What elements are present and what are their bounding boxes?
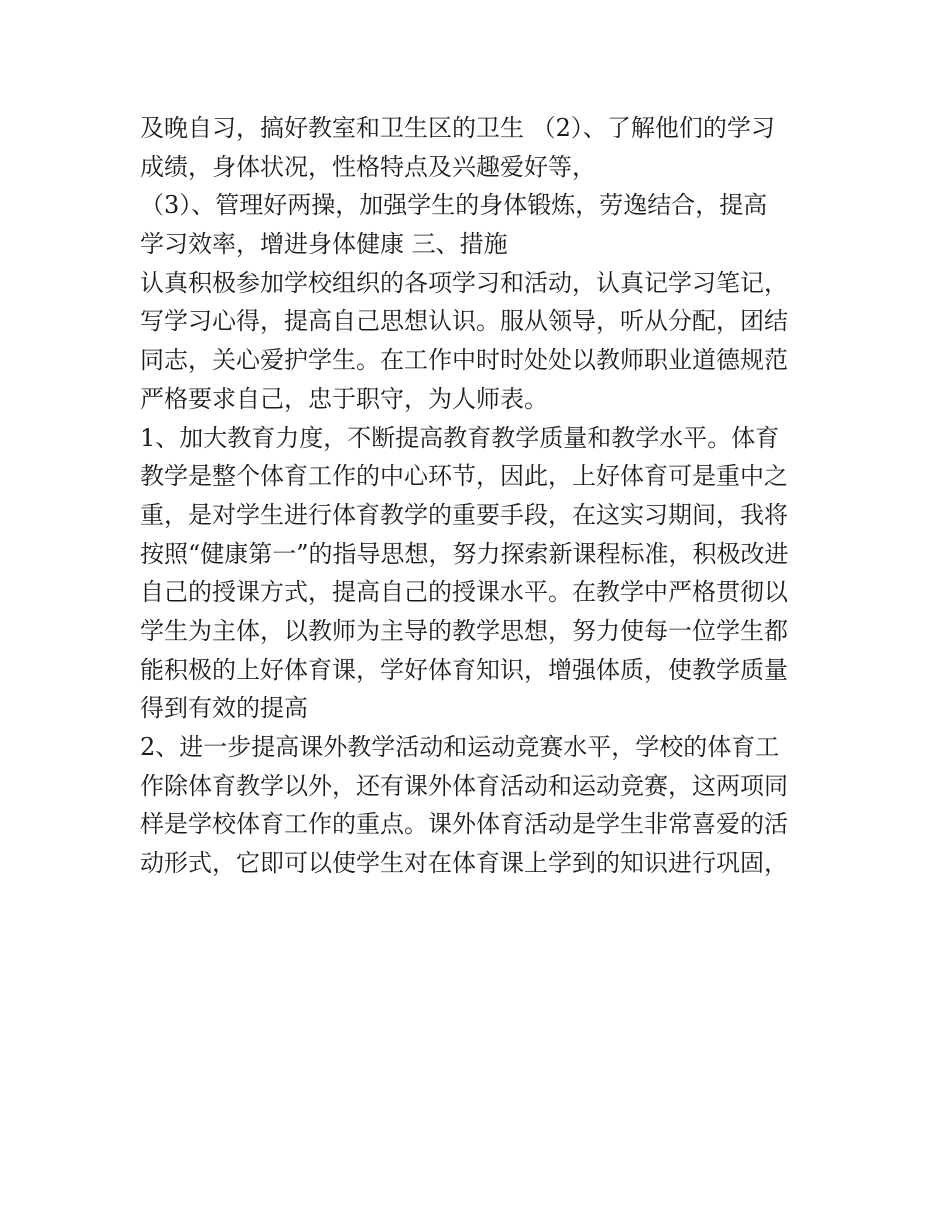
text-line: （3）、管理好两操，加强学生的身体锻炼，劳逸结合，提高 [140, 191, 768, 220]
text-line: 得到有效的提高 [140, 694, 308, 723]
text-line: 同志，关心爱护学生。在工作中时时处处以教师职业道德规范 [140, 346, 788, 375]
text-line: 动形式，它即可以使学生对在体育课上学到的知识进行巩固， [140, 849, 788, 878]
text-line: 样是学校体育工作的重点。课外体育活动是学生非常喜爱的活 [140, 810, 788, 839]
text-line: 成绩，身体状况，性格特点及兴趣爱好等， [140, 152, 596, 181]
text-line: 自己的授课方式，提高自己的授课水平。在教学中严格贯彻以 [140, 578, 788, 607]
text-line: 作除体育教学以外，还有课外体育活动和运动竞赛，这两项同 [140, 771, 788, 800]
text-line: 学生为主体，以教师为主导的教学思想，努力使每一位学生都 [140, 616, 788, 645]
text-line: 1、加大教育力度，不断提高教育教学质量和教学水平。体育 [140, 423, 780, 452]
text-line: 2、进一步提高课外教学活动和运动竞赛水平，学校的体育工 [140, 733, 780, 761]
text-line: 重，是对学生进行体育教学的重要手段，在这实习期间，我将 [140, 500, 788, 529]
text-line: 及晚自习，搞好教室和卫生区的卫生 （2）、了解他们的学习 [140, 114, 775, 142]
text-line: 学习效率，增进身体健康 三、措施 [140, 230, 508, 259]
text-line: 严格要求自己，忠于职守，为人师表。 [140, 384, 548, 413]
text-line: 认真积极参加学校组织的各项学习和活动，认真记学习笔记， [140, 268, 788, 297]
text-line: 能积极的上好体育课，学好体育知识，增强体质，使教学质量 [140, 655, 788, 684]
text-line: 教学是整个体育工作的中心环节，因此，上好体育可是重中之 [140, 462, 788, 491]
text-line: 按照“健康第一”的指导思想，努力探索新课程标准，积极改进 [140, 539, 789, 568]
text-line: 写学习心得，提高自己思想认识。服从领导，听从分配，团结 [140, 307, 788, 336]
document-body [140, 109, 830, 883]
